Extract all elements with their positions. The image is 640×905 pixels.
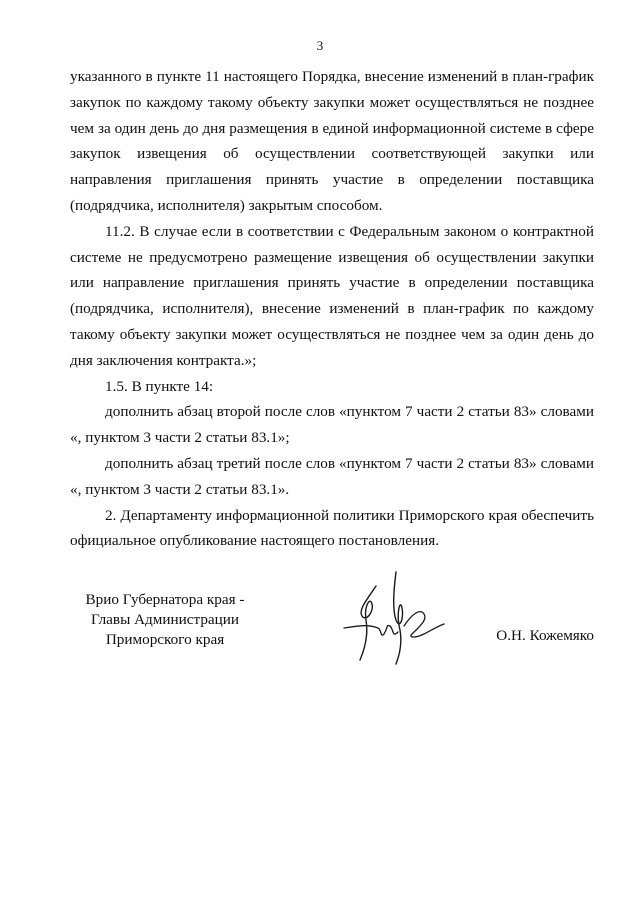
page-number: 3 [316, 38, 324, 53]
paragraph-abzac-vtoroy: дополнить абзац второй после слов «пунктом 7 части 2 статьи 83» словами «, пунктом 3 части 2 статьи 83.1»; [70, 403, 594, 447]
document-body [70, 64, 594, 554]
handwritten-signature [338, 568, 448, 668]
signer-title-line: Главы Администрации [90, 611, 240, 628]
paragraph-abzac-tretiy: дополнить абзац третий после слов «пунктом 7 части 2 статьи 83» словами «, пунктом 3 части 2 статьи 83.1». [70, 454, 594, 498]
signer-title [70, 590, 260, 650]
paragraph-2: 2. Департаменту информационной политики Приморского края обеспечить официальное опубликование настоящего постановления. [70, 506, 594, 550]
paragraph-11-2: 11.2. В случае если в соответствии с Федеральным законом о контрактной системе не предусмотрено размещение извещения об осуществлении закупки или направление приглашения принять участие в определении поставщика (подрядчика, исполнителя), внесение изменений в план-график по каждому такому объекту закупки может осуществляться не позднее чем за один день до дня заключения контракта.»; [70, 222, 594, 369]
paragraph-1-5: 1.5. В пункте 14: [105, 377, 214, 395]
signer-title-line: Приморского края [105, 631, 225, 648]
paragraph-continuation: указанного в пункте 11 настоящего Порядка, внесение изменений в план-график закупок по каждому такому объекту закупки может осуществляться не позднее чем за один день до дня размещения в единой информационной системе в сфере закупок извещения об осуществлении соответствующей закупки или направления приглашения принять участие в определении поставщика (подрядчика, исполнителя) закрытым способом. [70, 68, 594, 214]
signer-title-line: Врио Губернатора края - [85, 591, 245, 608]
signer-name: О.Н. Кожемяко [496, 627, 594, 644]
signature-block [70, 590, 594, 680]
